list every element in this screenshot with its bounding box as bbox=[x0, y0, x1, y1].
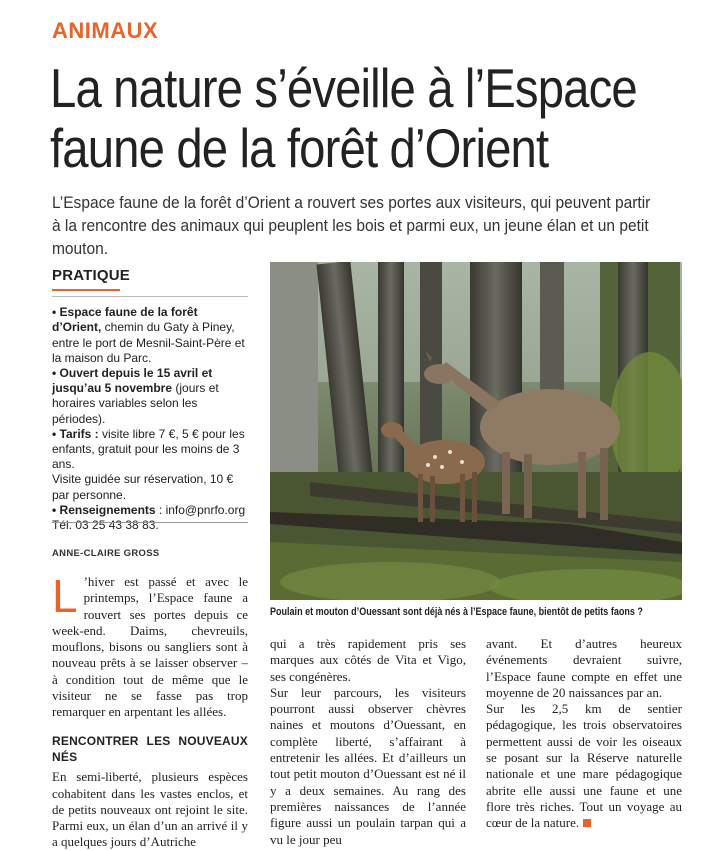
paragraph-col3-2 bbox=[486, 701, 682, 831]
headline bbox=[50, 57, 637, 179]
paragraph-col3-2-text: Sur les 2,5 km de sentier pédagogique, les trois observatoires permettent aussi de voir les oiseaux se posant sur la Réserve naturelle nationale et une mare pédagogique abrite elle aussi une faune et une flore très riches. Tout un voyage au cœur de la nature. bbox=[486, 701, 682, 831]
article-lead: L’Espace faune de la forêt d’Orient a rouvert ses portes aux visiteurs, qui peuvent partir à la rencontre des animaux qui peuplent les bois et parmi eux, un jeune élan et un petit mouton. bbox=[52, 194, 651, 258]
photo-caption: Poulain et mouton d’Ouessant sont déjà nés à l’Espace faune, bientôt de petits faons ? bbox=[270, 606, 643, 618]
dropcap: L bbox=[52, 570, 78, 622]
paragraph-col2-2: Sur leur parcours, les visiteurs pourront aussi observer chèvres naines et moutons d’Ouessant, en complète liberté, s’affairant à entretenir les allées. Et d’ailleurs un tout petit mouton d’Ouessant est né il y a deux semaines. Au rang des premières naissances de l’année figure aussi un poulain tarpan qui a vu le jour peu bbox=[270, 684, 466, 847]
pratique-bottom-rule bbox=[52, 522, 248, 523]
byline: ANNE-CLAIRE GROSS bbox=[52, 548, 160, 559]
subheading: RENCONTRER LES NOUVEAUX NÉS bbox=[52, 733, 248, 764]
pratique-item-location bbox=[52, 305, 248, 366]
forest-deer-photo bbox=[270, 262, 682, 600]
section-rubric: ANIMAUX bbox=[52, 18, 159, 43]
pratique-item-phone: Tél. 03 25 43 38 83. bbox=[52, 518, 159, 533]
end-mark-icon bbox=[583, 819, 591, 827]
paragraph-intro bbox=[52, 570, 248, 721]
pratique-item-prices-text: visite libre 7 €, 5 € pour les enfants, gratuit pour les moins de 3 ans. bbox=[52, 426, 245, 472]
pratique-item-opening-text: (jours et horaires variables selon les périodes). bbox=[52, 381, 219, 426]
paragraph-col2-1: qui a très rapidement pris ses marques aux côtés de Vita et Vigo, ses congénères. bbox=[270, 636, 466, 684]
pratique-item-prices-label: • Tarifs : bbox=[52, 426, 99, 441]
pratique-item-info-label: • Renseignements bbox=[52, 502, 156, 517]
pratique-item-email: : info@pnrfo.org bbox=[155, 502, 246, 517]
pratique-item-opening bbox=[52, 366, 248, 427]
article-column-3 bbox=[486, 636, 682, 832]
article-photo bbox=[270, 262, 682, 600]
pratique-item-prices bbox=[52, 427, 248, 473]
pratique-title: PRATIQUE bbox=[52, 268, 120, 291]
pratique-rule bbox=[52, 296, 248, 297]
paragraph-col1-2: En semi-liberté, plusieurs espèces cohabitent dans les vastes enclos, et de petits nouveaux ont rejoint le site. Parmi eux, un élan d’un an arrivé il y a quelques jours d’Autriche bbox=[52, 769, 248, 850]
paragraph-intro-text: ’hiver est passé et avec le printemps, l’Espace faune a rouvert ses portes depuis ce week-end. Daims, chevreuils, mouflons, bisons ou sangliers sont à nouveau prêts à se laisser observer – à condition tout de même que le visiteur ne se fasse pas trop remarquer en arpentant les allées. bbox=[52, 574, 248, 720]
pratique-box bbox=[52, 268, 248, 533]
article-column-1 bbox=[52, 570, 248, 851]
pratique-item-location-text: chemin du Gaty à Piney, entre le port de Mesnil-Saint-Père et la maison du Parc. bbox=[52, 320, 245, 365]
pratique-item-info bbox=[52, 503, 248, 518]
pratique-item-opening-label: • Ouvert depuis le 15 avril et jusqu’au 5 novembre bbox=[52, 366, 213, 396]
headline-line-1: La nature s’éveille à l’Espace bbox=[50, 57, 637, 119]
article-column-2 bbox=[270, 636, 466, 848]
headline-line-2: faune de la forêt d’Orient bbox=[50, 117, 549, 179]
paragraph-col3-1: avant. Et d’autres heureux événements devraient suivre, l’Espace faune compte en effet une moyenne de 20 naissances par an. bbox=[486, 636, 682, 700]
pratique-item-location-label: • Espace faune de la forêt d’Orient, bbox=[52, 305, 198, 335]
pratique-item-guided: Visite guidée sur réservation, 10 € par personne. bbox=[52, 472, 234, 502]
